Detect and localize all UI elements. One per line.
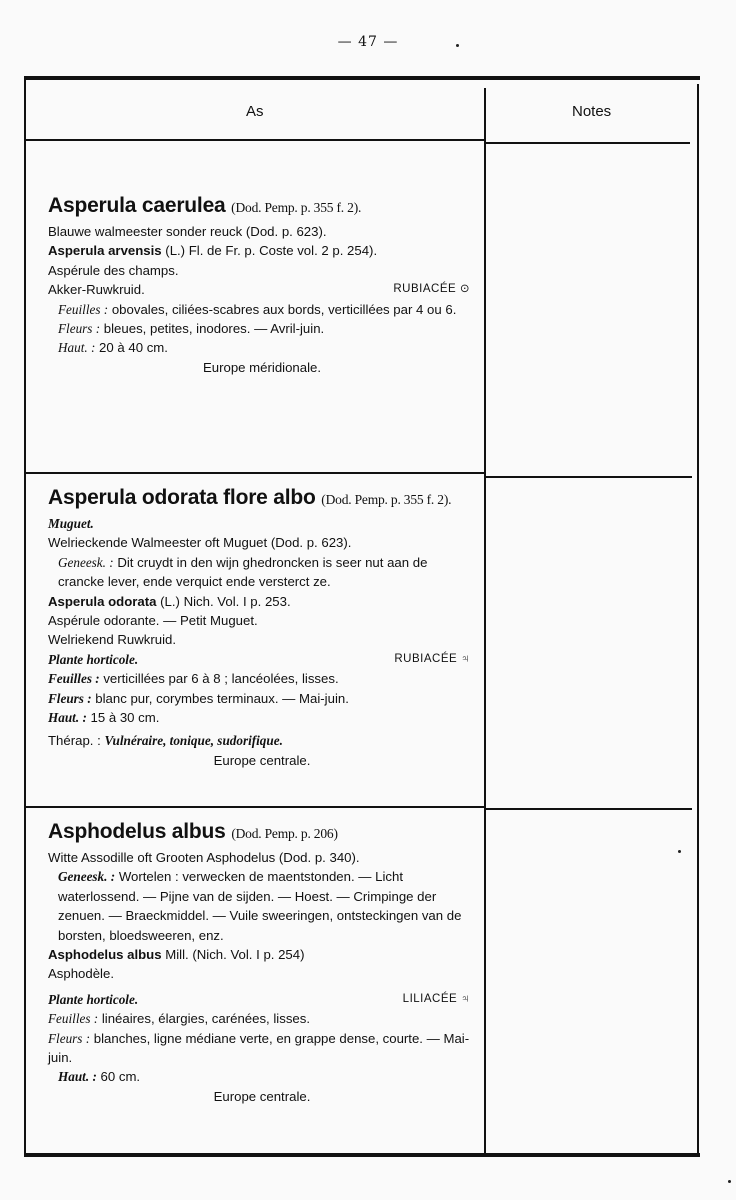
french-name: Aspérule des champs.	[48, 262, 179, 278]
feuilles-label: Feuilles :	[58, 301, 109, 317]
therap-text: Vulnéraire, tonique, sudorifique.	[104, 733, 283, 749]
table-bottom-rule	[24, 1153, 700, 1157]
latin-reference: (L.) Fl. de Fr. p. Coste vol. 2 p. 254).	[165, 243, 378, 259]
print-speck	[728, 1180, 731, 1183]
print-speck	[456, 44, 459, 47]
flemish-name: Witte Assodille oft Grooten Asphodelus (Dod. p. 340).	[48, 850, 360, 865]
french-name: Aspérule odorante. — Petit Muguet.	[48, 613, 258, 629]
latin-name: Asphodelus albus	[48, 947, 162, 963]
region: Europe centrale.	[213, 752, 311, 768]
fleurs-text: blanches, ligne médiane verte, en grappe dense, courte. — Mai-juin.	[48, 1030, 470, 1066]
hauteur-label: Haut. :	[58, 1069, 97, 1085]
french-name: Asphodèle.	[48, 966, 114, 982]
feuilles-text: verticillées par 6 à 8 ; lancéolées, lisses.	[103, 671, 339, 687]
print-speck	[678, 850, 681, 853]
region: Europe centrale.	[213, 1088, 311, 1104]
family-label: LILIACÉE ♃	[402, 992, 470, 1005]
geneesk-text: Wortelen : verwecken de maentstonden. — Licht waterlossend. — Pijne van de sijden. — Hoest. — Crimpinge der zenuen. — Braeckmiddel. — Vuile sweeringen, ontsteckingen van de borsten, bloedsweeren, enz.	[58, 869, 462, 943]
feuilles-label: Feuilles :	[48, 1011, 99, 1027]
column-divider	[484, 88, 486, 1155]
section-rule-1-right	[486, 476, 692, 478]
latin-reference: Mill. (Nich. Vol. I p. 254)	[165, 947, 305, 963]
family-label: RUBIACÉE ♃	[394, 652, 470, 665]
hauteur-text: 60 cm.	[100, 1069, 141, 1085]
feuilles-label: Feuilles :	[48, 671, 100, 687]
family-label: RUBIACÉE ⊙	[393, 283, 470, 296]
hauteur-label: Haut. :	[58, 340, 96, 356]
feuilles-text: linéaires, élargies, carénées, lisses.	[101, 1011, 311, 1027]
entry-reference: (Dod. Pemp. p. 355 f. 2).	[321, 492, 452, 507]
hauteur-text: 15 à 30 cm.	[90, 710, 160, 726]
entry-asperula-caerulea	[48, 192, 476, 377]
table-left-border	[24, 80, 26, 1155]
fleurs-label: Fleurs :	[58, 321, 101, 337]
page-number: — 47 —	[337, 34, 399, 50]
plante-label: Plante horticole.	[48, 651, 139, 667]
section-rule-2-left	[26, 806, 484, 808]
entry-subtitle: Muguet.	[48, 516, 94, 531]
fleurs-text: bleues, petites, inodores. — Avril-juin.	[103, 321, 325, 337]
hauteur-text: 20 à 40 cm.	[99, 340, 168, 356]
table-right-border	[697, 84, 699, 1155]
latin-reference: (L.) Nich. Vol. I p. 253.	[160, 593, 291, 609]
fleurs-label: Fleurs :	[48, 1030, 91, 1046]
flemish-name: Blauwe walmeester sonder reuck (Dod. p. 623).	[48, 224, 327, 239]
table-top-rule	[24, 76, 700, 80]
entry-asperula-odorata	[48, 484, 476, 770]
entry-title: Asperula odorata flore albo	[48, 486, 316, 509]
flemish-name: Welrieckende Walmeester oft Muguet (Dod. p. 623).	[48, 535, 352, 551]
entry-reference: (Dod. Pemp. p. 206)	[231, 826, 338, 841]
feuilles-text: obovales, ciliées-scabres aux bords, verticillées par 4 ou 6.	[111, 301, 457, 317]
latin-name: Asperula arvensis	[48, 243, 162, 259]
entry-reference: (Dod. Pemp. p. 355 f. 2).	[231, 200, 362, 215]
geneesk-label: Geneesk. :	[58, 554, 114, 570]
dutch-name: Akker-Ruwkruid.	[48, 282, 145, 298]
section-rule-2-right	[486, 808, 692, 810]
plante-label: Plante horticole.	[48, 991, 139, 1007]
latin-name: Asperula odorata	[48, 593, 157, 609]
geneesk-label: Geneesk. :	[58, 869, 116, 885]
geneesk-text: Dit cruydt in den wijn ghedroncken is seer nut aan de crancke lever, ende verquict ende versterct ze.	[58, 554, 428, 590]
region: Europe méridionale.	[202, 359, 322, 375]
dutch-name: Welriekend Ruwkruid.	[48, 632, 177, 648]
entry-title: Asphodelus albus	[48, 820, 226, 843]
header-rule-left	[26, 139, 484, 141]
header-rule-right	[486, 142, 690, 144]
column-header-notes: Notes	[572, 103, 612, 120]
fleurs-label: Fleurs :	[48, 690, 92, 706]
entry-asphodelus-albus	[48, 818, 476, 1106]
section-rule-1-left	[26, 472, 484, 474]
entry-title: Asperula caerulea	[48, 194, 226, 217]
column-header-as: As	[246, 103, 264, 120]
therap-label: Thérap. :	[48, 733, 101, 749]
fleurs-text: blanc pur, corymbes terminaux. — Mai-juin.	[95, 690, 349, 706]
hauteur-label: Haut. :	[48, 710, 87, 726]
